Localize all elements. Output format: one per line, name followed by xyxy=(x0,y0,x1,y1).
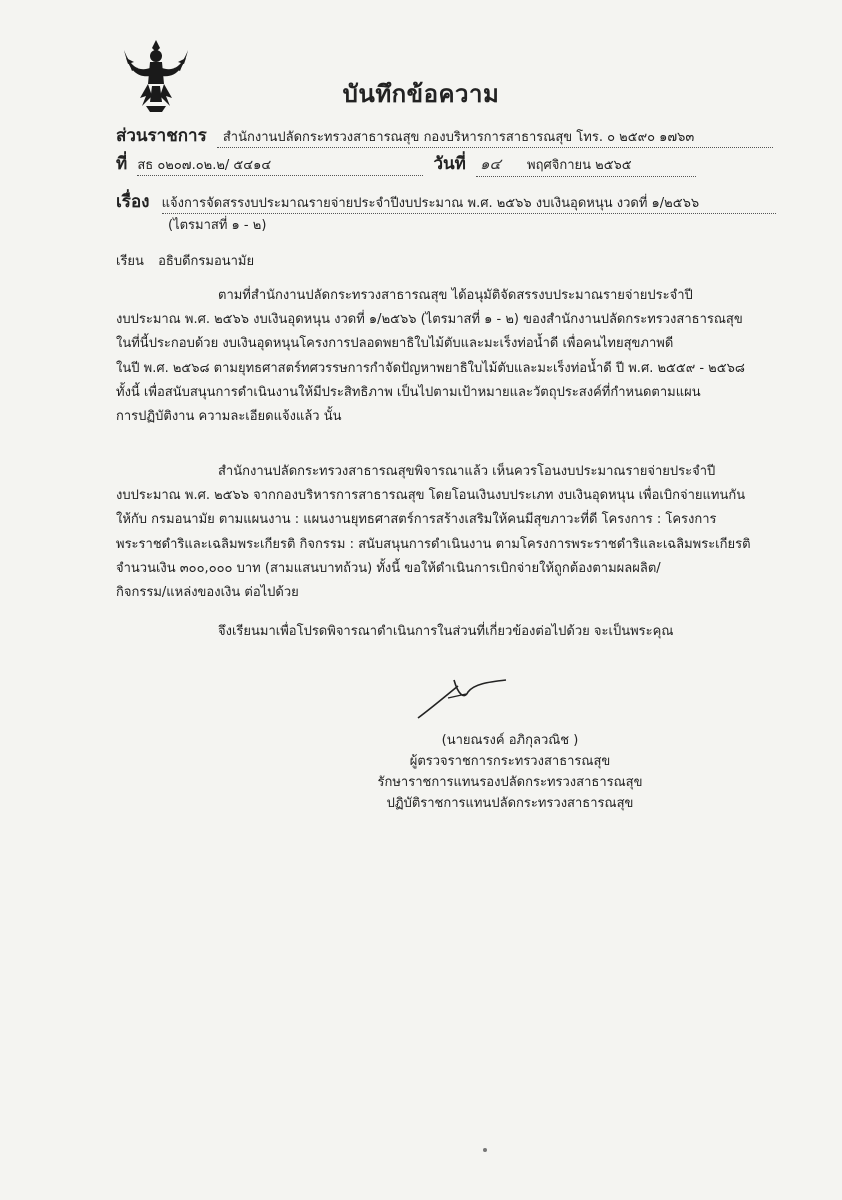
handwritten-signature xyxy=(414,676,510,726)
p3-line: จึงเรียนมาเพื่อโปรดพิจารณาดำเนินการในส่วนที่เกี่ยวข้องต่อไปด้วย จะเป็นพระคุณ xyxy=(218,624,674,639)
memo-title: บันทึกข้อความ xyxy=(342,80,500,108)
subject-label: เรื่อง xyxy=(116,192,150,212)
reference-value: สธ ๐๒๐๗.๐๒.๒/ ๕๔๑๔ xyxy=(137,154,423,176)
salutation-row xyxy=(116,250,782,271)
paragraph-3 xyxy=(116,620,782,644)
p1-line: ในปี พ.ศ. ๒๕๖๘ ตามยุทธศาสตร์ทศวรรษการกำจัดปัญหาพยาธิใบไม้ตับและมะเร็งท่อน้ำดี ปี พ.ศ. ๒๕๕๙ - ๒๕๖๘ xyxy=(116,360,745,376)
date-label: วันที่ xyxy=(433,154,466,174)
reference-label: ที่ xyxy=(116,154,128,174)
p2-line: กิจกรรม/แหล่งของเงิน ต่อไปด้วย xyxy=(116,585,299,601)
signer-position-1: ผู้ตรวจราชการกระทรวงสาธารณสุข xyxy=(409,754,611,769)
p1-line: การปฏิบัติงาน ความละเอียดแจ้งแล้ว นั้น xyxy=(116,409,342,425)
p1-line: งบประมาณ พ.ศ. ๒๕๖๖ งบเงินอุดหนุน งวดที่ ๑/๒๕๖๖ (ไตรมาสที่ ๑ - ๒) ของสำนักงานปลัดกระทรวงสาธารณสุข xyxy=(116,312,743,328)
p2-line: งบประมาณ พ.ศ. ๒๕๖๖ จากกองบริหารการสาธารณสุข โดยโอนเงินงบประเภท งบเงินอุดหนุน เพื่อเบิกจ่ายแทนกัน xyxy=(116,488,746,504)
department-row xyxy=(116,122,782,149)
signer-name: (นายณรงค์ อภิกุลวณิช ) xyxy=(441,733,579,748)
p1-line: ในที่นี้ประกอบด้วย งบเงินอุดหนุนโครงการปลอดพยาธิใบไม้ตับและมะเร็งท่อน้ำดี เพื่อคนไทยสุขภาพดี xyxy=(116,336,674,352)
department-value: สำนักงานปลัดกระทรวงสาธารณสุข กองบริหารการสาธารณสุข โทร. ๐ ๒๕๙๐ ๑๗๖๓ xyxy=(217,126,773,148)
date-month-year: พฤศจิกายน ๒๕๖๕ xyxy=(527,158,632,173)
reference-row xyxy=(116,150,782,177)
signer-position-3: ปฏิบัติราชการแทนปลัดกระทรวงสาธารณสุข xyxy=(386,796,634,811)
salutation-recipient: อธิบดีกรมอนามัย xyxy=(158,254,255,269)
p2-line: จำนวนเงิน ๓๐๐,๐๐๐ บาท (สามแสนบาทถ้วน) ทั้งนี้ ขอให้ดำเนินการเบิกจ่ายให้ถูกต้องตามผลผลิต/ xyxy=(116,560,661,576)
p1-line: ตามที่สำนักงานปลัดกระทรวงสาธารณสุข ได้อนุมัติจัดสรรงบประมาณรายจ่ายประจำปี xyxy=(218,288,693,303)
p2-line: สำนักงานปลัดกระทรวงสาธารณสุขพิจารณาแล้ว เห็นควรโอนงบประมาณรายจ่ายประจำปี xyxy=(218,464,716,479)
subject-line-2: (ไตรมาสที่ ๑ - ๒) xyxy=(168,218,267,233)
p2-line: ให้กับ กรมอนามัย ตามแผนงาน : แผนงานยุทธศาสตร์การสร้างเสริมให้คนมีสุขภาวะที่ดี โครงการ : โครงการ xyxy=(116,512,717,528)
signer-position-2: รักษาราชการแทนรองปลัดกระทรวงสาธารณสุข xyxy=(377,775,643,790)
subject-line-1: แจ้งการจัดสรรงบประมาณรายจ่ายประจำปีงบประมาณ พ.ศ. ๒๕๖๖ งบเงินอุดหนุน งวดที่ ๑/๒๕๖๖ xyxy=(162,192,776,214)
paragraph-1 xyxy=(116,284,782,429)
page-speck xyxy=(483,1148,487,1152)
paragraph-2 xyxy=(116,460,782,605)
salutation-label: เรียน xyxy=(116,254,144,269)
subject-row xyxy=(116,188,782,215)
date-day: ๑๔ xyxy=(480,155,501,173)
p2-line: พระราชดำริและเฉลิมพระเกียรติ กิจกรรม : สนับสนุนการดำเนินงาน ตามโครงการพระราชดำริและเฉลิมพระเกียรติ xyxy=(116,536,751,552)
signature-block xyxy=(300,730,720,814)
department-label: ส่วนราชการ xyxy=(116,126,207,146)
p1-line: ทั้งนี้ เพื่อสนับสนุนการดำเนินงานให้มีประสิทธิภาพ เป็นไปตามเป้าหมายและวัตถุประสงค์ที่กำหนดตามแผน xyxy=(116,384,701,400)
